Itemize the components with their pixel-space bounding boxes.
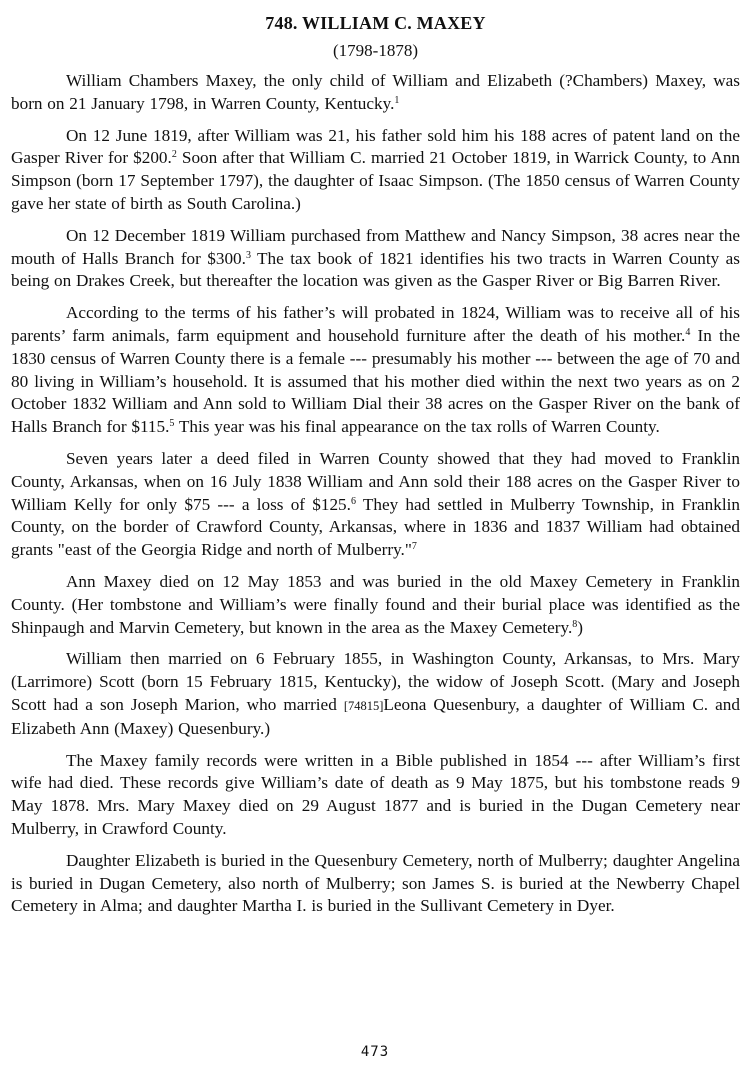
- paragraph-text: The tax book of 1821 identifies his two tracts in Warren County as being on Drakes Creek, but thereafter the location was given as the Gasper River or Big Barren River.: [11, 248, 740, 291]
- paragraph-text: Daughter Elizabeth is buried in the Quesenbury Cemetery, north of Mulberry; daughter Angelina is buried in Dugan Cemetery, also north of Mulberry; son James S. is buried at the Newberry Chapel Cemetery in Alma; and daughter Martha I. is buried in the Sullivant Cemetery in Dyer.: [11, 850, 740, 916]
- footnote-marker: 3: [245, 249, 251, 261]
- paragraph-marriage: [11, 125, 740, 216]
- paragraph-purchase: [11, 225, 740, 293]
- paragraph-second-marriage: [11, 648, 740, 740]
- paragraph-text: This year was his final appearance on the tax rolls of Warren County.: [174, 417, 660, 437]
- paragraph-text: William Chambers Maxey, the only child of William and Elizabeth (?Chambers) Maxey, was born on 21 January 1798, in Warren County, Kentucky.: [11, 71, 740, 113]
- paragraph-text: William then married on 6 February 1855, in Washington County, Arkansas, to Mrs. Mary (Larrimore) Scott (born 15 February 1815, Kentucky), the widow of Joseph Scott. (Mary and Joseph Scott had a son Joseph Marion, who married: [11, 649, 740, 714]
- cross-reference: [74815]: [343, 698, 384, 713]
- page-title: 748. WILLIAM C. MAXEY: [265, 13, 486, 33]
- footnote-marker: 7: [411, 541, 417, 553]
- paragraph-text: ): [577, 617, 583, 637]
- paragraph-text: Leona Quesenbury, a daughter of William C. and Elizabeth Ann (Maxey) Quesenbury.): [11, 694, 740, 738]
- paragraph-text: Soon after that William C. married 21 October 1819, in Warrick County, to Ann Simpson (born 17 September 1797), the daughter of Isaac Simpson. (The 1850 census of Warren County gave her state of birth as South Carolina.): [11, 148, 741, 213]
- paragraph-text: The Maxey family records were written in a Bible published in 1854 --- after William’s first wife had died. These records give William’s date of death as 9 May 1875, but his tombstone reads 9 May 1878. Mrs. Mary Maxey died on 29 August 1877 and is buried in the Dugan Cemetery near Mulberry, in Crawford County.: [11, 750, 740, 838]
- footnote-marker: 6: [350, 495, 356, 507]
- page-number: 473: [360, 1044, 390, 1060]
- footnote-marker: 2: [171, 149, 177, 161]
- paragraph-text: On 12 June 1819, after William was 21, his father sold him his 188 acres of patent land on the Gasper River for $200.: [11, 125, 740, 168]
- footnote-marker: 5: [169, 418, 175, 430]
- footnote-marker: 1: [394, 94, 400, 106]
- paragraph-children-burials: [11, 850, 740, 918]
- paragraph-text: According to the terms of his father’s will probated in 1824, William was to receive all of his parents’ farm animals, farm equipment and household furniture after the death of his mother.: [11, 303, 740, 345]
- paragraph-text: They had settled in Mulberry Township, in Franklin County, on the border of Crawford County, Arkansas, where in 1836 and 1837 William had obtained grants "east of the Georgia Ridge and north of Mulberry.": [11, 494, 741, 560]
- paragraph-text: Seven years later a deed filed in Warren County showed that they had moved to Franklin County, Arkansas, when on 16 July 1838 William and Ann sold their 188 acres on the Gasper River to William Kelly for only $75 --- a loss of $125.: [11, 448, 740, 514]
- paragraph-ann-death: [11, 571, 740, 639]
- life-dates: (1798-1878): [333, 41, 418, 60]
- paragraph-text: In the 1830 census of Warren County there is a female --- presumably his mother --- between the age of 70 and 80 living in William’s household. It is assumed that his mother died within the next two years as on 2 October 1832 William and Ann sold to William Dial their 38 acres on the Gasper River on the bank of Halls Branch for $115.: [11, 325, 740, 437]
- paragraph-will: [11, 302, 740, 439]
- paragraph-birth: [11, 70, 740, 116]
- paragraph-text: On 12 December 1819 William purchased from Matthew and Nancy Simpson, 38 acres near the mouth of Halls Branch for $300.: [11, 225, 740, 268]
- paragraph-bible-records: [11, 750, 740, 841]
- paragraph-text: Ann Maxey died on 12 May 1853 and was buried in the old Maxey Cemetery in Franklin County. (Her tombstone and William’s were finally found and their burial place was identified as the Shinpaugh and Marvin Cemetery, but known in the area as the Maxey Cemetery.: [11, 571, 740, 637]
- footnote-marker: 4: [685, 326, 691, 338]
- footnote-marker: 8: [572, 618, 578, 630]
- paragraph-arkansas: [11, 448, 740, 562]
